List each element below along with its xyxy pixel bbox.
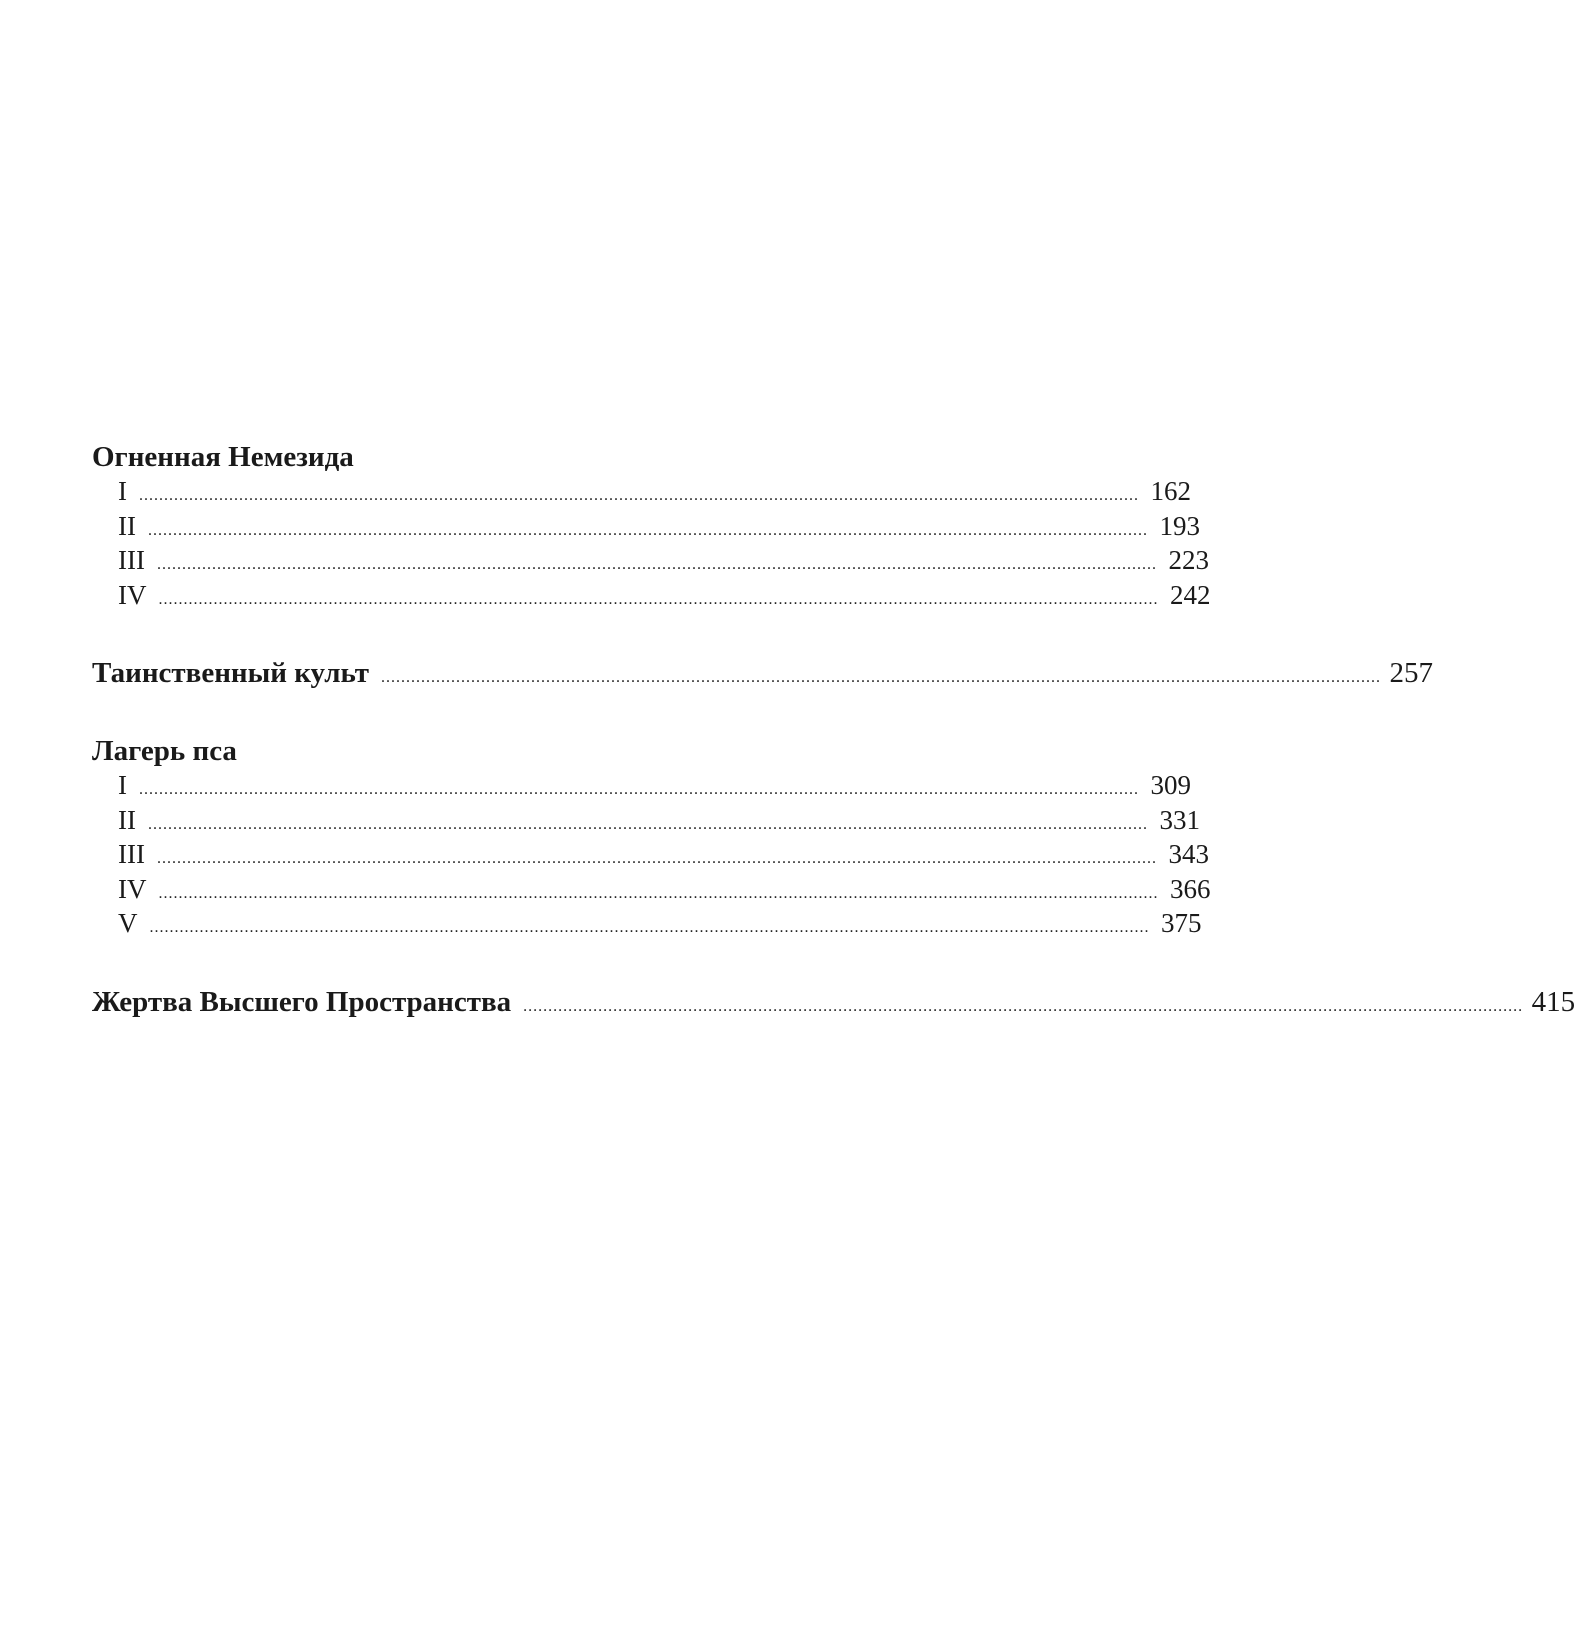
toc-entry xyxy=(92,837,1209,872)
section-title: Огненная Немезида xyxy=(92,441,354,473)
toc-entry xyxy=(92,578,1211,613)
section-title: Лагерь пса xyxy=(92,735,237,767)
toc-section-ognennaya-nemezida xyxy=(92,440,1211,612)
chapter-label: IV xyxy=(118,873,147,904)
dot-leader: ........................................................................................................................................................................................................ xyxy=(149,919,1150,936)
page-number: 242 xyxy=(1170,579,1211,610)
toc-section-lager-psa xyxy=(92,734,1211,941)
chapter-label: II xyxy=(118,804,136,835)
dot-leader: ........................................................................................................................................................................................................ xyxy=(139,487,1139,504)
chapter-label: I xyxy=(118,770,127,800)
page-number: 375 xyxy=(1161,908,1202,938)
page-number: 343 xyxy=(1168,839,1209,869)
page-number: 366 xyxy=(1170,873,1211,904)
dot-leader: ........................................................................................................................................................................................................ xyxy=(147,521,1148,539)
toc-entry xyxy=(92,803,1200,838)
section-title: Таинственный культ xyxy=(92,657,370,689)
page-number: 331 xyxy=(1159,804,1200,835)
toc-entry xyxy=(92,509,1200,544)
chapter-label: V xyxy=(118,908,138,938)
toc-entry xyxy=(92,543,1209,578)
page-number: 223 xyxy=(1168,545,1209,575)
toc-entry xyxy=(92,474,1191,509)
chapter-label: III xyxy=(118,839,145,869)
toc-entry xyxy=(92,768,1191,803)
toc-section-zhertva-vysshego-prostranstva xyxy=(92,985,1575,1019)
page-number: 309 xyxy=(1150,770,1191,800)
dot-leader: ........................................................................................................................................................................................................ xyxy=(523,997,1524,1015)
page-number: 162 xyxy=(1150,476,1191,506)
dot-leader: ........................................................................................................................................................................................................ xyxy=(381,669,1382,686)
chapter-label: II xyxy=(118,510,136,541)
dot-leader: ........................................................................................................................................................................................................ xyxy=(156,556,1157,573)
toc-section-tainstvennyy-kult xyxy=(92,656,1434,690)
page-number: 415 xyxy=(1531,985,1575,1018)
toc-entry xyxy=(92,872,1211,907)
toc-entry xyxy=(92,906,1202,941)
dot-leader: ........................................................................................................................................................................................................ xyxy=(139,781,1139,798)
chapter-label: IV xyxy=(118,579,147,610)
dot-leader: ........................................................................................................................................................................................................ xyxy=(158,590,1159,608)
chapter-label: I xyxy=(118,476,127,506)
chapter-label: III xyxy=(118,545,145,575)
table-of-contents xyxy=(92,440,1575,1019)
page-number: 193 xyxy=(1159,510,1200,541)
dot-leader: ........................................................................................................................................................................................................ xyxy=(156,850,1157,867)
section-title: Жертва Высшего Пространства xyxy=(92,985,512,1018)
dot-leader: ........................................................................................................................................................................................................ xyxy=(158,884,1159,902)
page-number: 257 xyxy=(1389,657,1434,689)
dot-leader: ........................................................................................................................................................................................................ xyxy=(147,815,1148,833)
